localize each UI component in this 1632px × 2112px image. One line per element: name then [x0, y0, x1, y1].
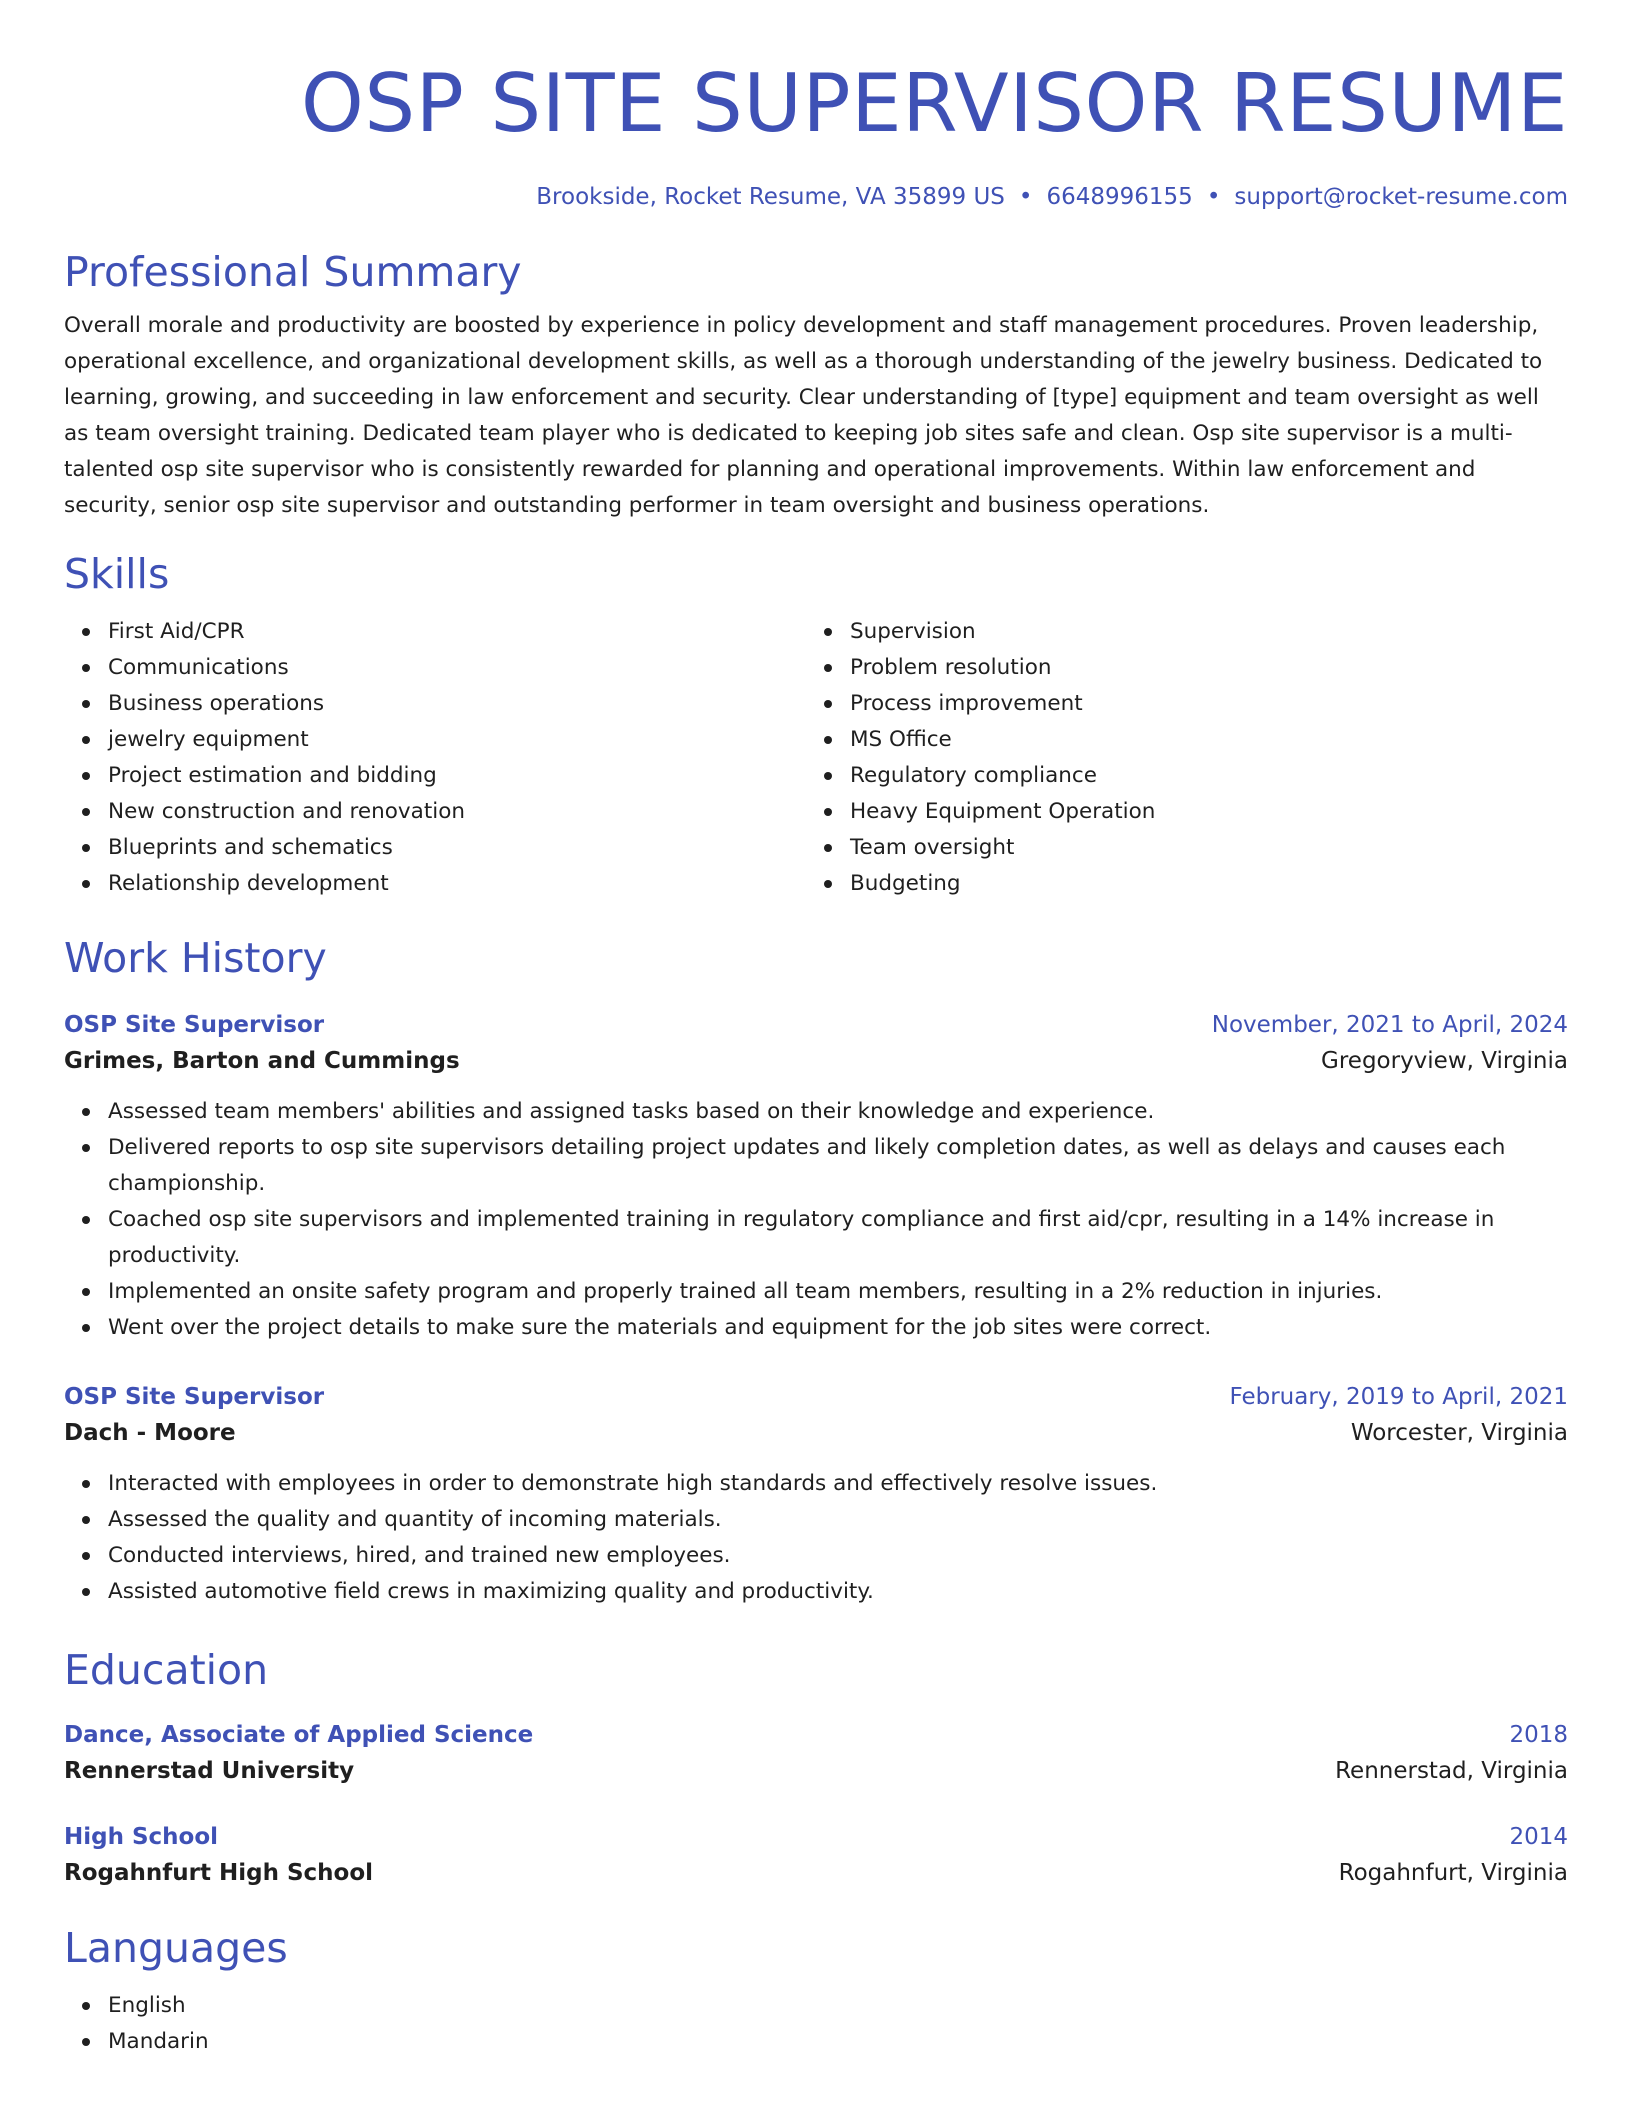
skills-heading: Skills	[64, 550, 170, 598]
education-header-row	[64, 1820, 1568, 1854]
education-year: 2018	[1509, 1722, 1568, 1748]
contact-address: Brookside, Rocket Resume, VA 35899 US	[536, 184, 1005, 210]
work-history-heading: Work History	[64, 934, 327, 982]
job-bullet: Delivered reports to osp site supervisors detailing project updates and likely completion dates, as well as delays and causes each championship.	[108, 1130, 1568, 1202]
education-school: Rennerstad University	[64, 1758, 355, 1784]
job-header-row	[64, 1380, 1568, 1414]
education-year: 2014	[1509, 1824, 1568, 1850]
education-location: Rogahnfurt, Virginia	[1338, 1860, 1568, 1886]
skill-item: MS Office	[850, 722, 1548, 758]
skill-item: Team oversight	[850, 830, 1548, 866]
education-entry	[64, 1718, 1568, 1790]
job-bullet: Conducted interviews, hired, and trained new employees.	[108, 1538, 1568, 1574]
skills-grid	[64, 614, 1568, 902]
skill-item: Communications	[108, 650, 806, 686]
skill-item: Problem resolution	[850, 650, 1548, 686]
job-bullet: Coached osp site supervisors and implemented training in regulatory compliance and first aid/cpr, resulting in a 14% increase in productivity.	[108, 1202, 1568, 1274]
skill-item: Heavy Equipment Operation	[850, 794, 1548, 830]
languages-list	[64, 1988, 1568, 2060]
skill-item: Budgeting	[850, 866, 1548, 902]
job-title: OSP Site Supervisor	[64, 1012, 325, 1038]
skill-item: Business operations	[108, 686, 806, 722]
skill-item: Process improvement	[850, 686, 1548, 722]
contact-email[interactable]: support@rocket-resume.com	[1234, 184, 1568, 210]
job-entry	[64, 1008, 1568, 1346]
job-bullet: Interacted with employees in order to demonstrate high standards and effectively resolve issues.	[108, 1466, 1568, 1502]
language-item: Mandarin	[108, 2024, 1568, 2060]
job-bullets	[64, 1094, 1568, 1346]
education-header-row	[64, 1718, 1568, 1752]
education-heading: Education	[64, 1646, 269, 1694]
job-bullet: Implemented an onsite safety program and properly trained all team members, resulting in a 2% reduction in injuries.	[108, 1274, 1568, 1310]
skill-item: Supervision	[850, 614, 1548, 650]
languages-heading: Languages	[64, 1924, 288, 1972]
skill-item: Relationship development	[108, 866, 806, 902]
skill-item: Project estimation and bidding	[108, 758, 806, 794]
contact-phone: 6648996155	[1046, 184, 1193, 210]
resume-title: OSP SITE SUPERVISOR RESUME	[300, 57, 1568, 150]
education-location: Rennerstad, Virginia	[1335, 1758, 1568, 1784]
job-dates: February, 2019 to April, 2021	[1229, 1384, 1568, 1410]
skill-item: New construction and renovation	[108, 794, 806, 830]
summary-heading: Professional Summary	[64, 248, 522, 296]
skill-item: First Aid/CPR	[108, 614, 806, 650]
job-bullets	[64, 1466, 1568, 1610]
contact-separator: •	[1018, 184, 1033, 210]
job-bullet: Assisted automotive field crews in maximizing quality and productivity.	[108, 1574, 1568, 1610]
job-dates: November, 2021 to April, 2024	[1211, 1012, 1568, 1038]
skills-right-column	[806, 614, 1548, 902]
summary-text: Overall morale and productivity are boosted by experience in policy development and staff management procedures. Proven leadership, operational excellence, and organizational development skills, as well as a thorough understanding of the jewelry business. Dedicated to learning, growing, and succeeding in law enforcement and security. Clear understanding of [type] equipment and team oversight as well as team oversight training. Dedicated team player who is dedicated to keeping job sites safe and clean. Osp site supervisor is a multi-talented osp site supervisor who is consistently rewarded for planning and operational improvements. Within law enforcement and security, senior osp site supervisor and outstanding performer in team oversight and business operations.	[64, 313, 1543, 518]
language-item: English	[108, 1988, 1568, 2024]
skill-item: Regulatory compliance	[850, 758, 1548, 794]
education-school-row	[64, 1752, 1568, 1790]
job-bullet: Went over the project details to make sure the materials and equipment for the job sites were correct.	[108, 1310, 1568, 1346]
job-company-row	[64, 1042, 1568, 1080]
job-company: Grimes, Barton and Cummings	[64, 1048, 460, 1074]
job-title: OSP Site Supervisor	[64, 1384, 325, 1410]
education-degree: High School	[64, 1824, 219, 1850]
job-location: Worcester, Virginia	[1350, 1420, 1568, 1446]
education-entry	[64, 1820, 1568, 1892]
job-bullet: Assessed team members' abilities and assigned tasks based on their knowledge and experience.	[108, 1094, 1568, 1130]
job-header-row	[64, 1008, 1568, 1042]
job-company: Dach - Moore	[64, 1420, 236, 1446]
skill-item: jewelry equipment	[108, 722, 806, 758]
job-company-row	[64, 1414, 1568, 1452]
education-school-row	[64, 1854, 1568, 1892]
skill-item: Blueprints and schematics	[108, 830, 806, 866]
job-location: Gregoryview, Virginia	[1321, 1048, 1568, 1074]
job-entry	[64, 1380, 1568, 1610]
contact-separator: •	[1206, 184, 1221, 210]
education-degree: Dance, Associate of Applied Science	[64, 1722, 534, 1748]
education-school: Rogahnfurt High School	[64, 1860, 374, 1886]
contact-line	[64, 182, 1568, 212]
skills-left-column	[64, 614, 806, 902]
job-bullet: Assessed the quality and quantity of incoming materials.	[108, 1502, 1568, 1538]
